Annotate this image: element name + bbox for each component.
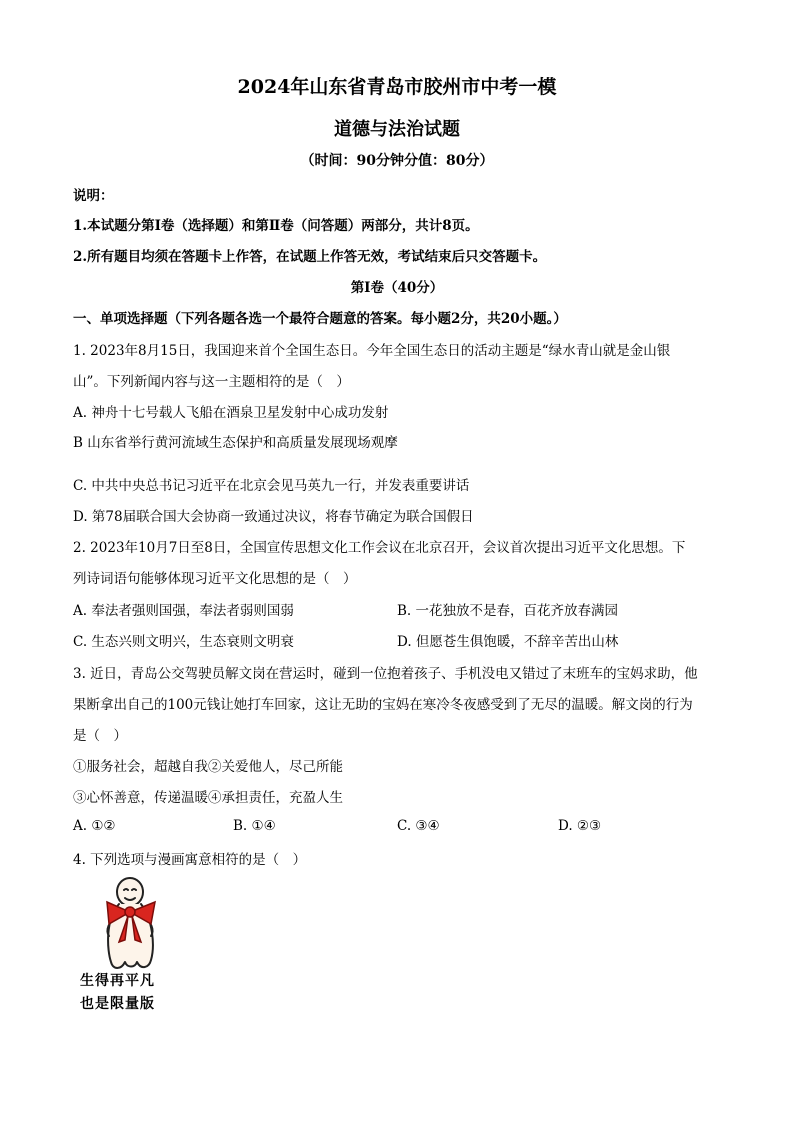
q2-option-c: C. 生态兴则文明兴，生态衰则文明衰 — [73, 634, 294, 650]
q1-option-c: C. 中共中央总书记习近平在北京会见马英九一行，并发表重要讲话 — [73, 478, 470, 494]
cartoon-caption-line-1: 生得再平凡 — [80, 973, 155, 989]
q3-stem-line-1: 3. 近日，青岛公交驾驶员解文岗在营运时，碰到一位抱着孩子、手机没电又错过了末班车的宝妈求助，他 — [73, 666, 698, 682]
q3-stem-line-2: 果断拿出自己的100元钱让她打车回家，这让无助的宝妈在寒冷冬夜感受到了无尽的温暖。解文岗的行为 — [73, 697, 693, 713]
q2-stem-line-2: 列诗词语句能够体现习近平文化思想的是（ ） — [73, 571, 357, 587]
part-title: 一、单项选择题（下列各题各选一个最符合题意的答案。每小题2分，共20小题。） — [73, 311, 567, 327]
q1-option-b: B 山东省举行黄河流域生态保护和高质量发展现场观摩 — [73, 435, 398, 451]
q1-option-d: D. 第78届联合国大会协商一致通过决议，将春节确定为联合国假日 — [73, 509, 474, 525]
q3-statement-2: ③心怀善意，传递温暖④承担责任，充盈人生 — [73, 790, 343, 806]
q2-option-d: D. 但愿苍生俱饱暖，不辞辛苦出山林 — [397, 634, 619, 650]
exam-title: 2024年山东省青岛市胶州市中考一模 — [237, 76, 557, 98]
q2-option-b: B. 一花独放不是春，百花齐放春满园 — [397, 603, 619, 619]
q1-option-a: A. 神舟十七号载人飞船在酒泉卫星发射中心成功发射 — [73, 405, 389, 421]
q3-option-b: B. ①④ — [233, 818, 276, 834]
q3-option-a: A. ①② — [73, 818, 116, 834]
volume-title: 第Ⅰ卷（40分） — [350, 280, 444, 296]
time-info: （时间：90分钟分值：80分） — [300, 153, 494, 169]
q1-stem-line-2: 山”。下列新闻内容与这一主题相符的是（ ） — [73, 374, 350, 390]
instruction-item-2: 2.所有题目均须在答题卡上作答，在试题上作答无效，考试结束后只交答题卡。 — [73, 249, 547, 265]
q2-option-a: A. 奉法者强则国强，奉法者弱则国弱 — [73, 603, 294, 619]
q3-statement-1: ①服务社会，超越自我②关爱他人，尽己所能 — [73, 759, 343, 775]
q4-stem: 4. 下列选项与漫画寓意相符的是（ ） — [73, 852, 307, 868]
instructions-heading: 说明： — [73, 188, 114, 204]
q2-stem-line-1: 2. 2023年10月7日至8日，全国宣传思想文化工作会议在北京召开，会议首次提出习近平文化思想。下 — [73, 540, 686, 556]
q3-stem-line-3: 是（ ） — [73, 728, 127, 744]
q3-option-d: D. ②③ — [558, 818, 602, 834]
cartoon-caption-line-2: 也是限量版 — [80, 996, 155, 1012]
exam-subtitle: 道德与法治试题 — [334, 119, 460, 140]
instruction-item-1: 1.本试题分第Ⅰ卷（选择题）和第Ⅱ卷（问答题）两部分，共计8页。 — [73, 218, 479, 234]
q1-stem-line-1: 1. 2023年8月15日，我国迎来首个全国生态日。今年全国生态日的活动主题是“绿水青山就是金山银 — [73, 343, 671, 359]
q3-option-c: C. ③④ — [397, 818, 440, 834]
